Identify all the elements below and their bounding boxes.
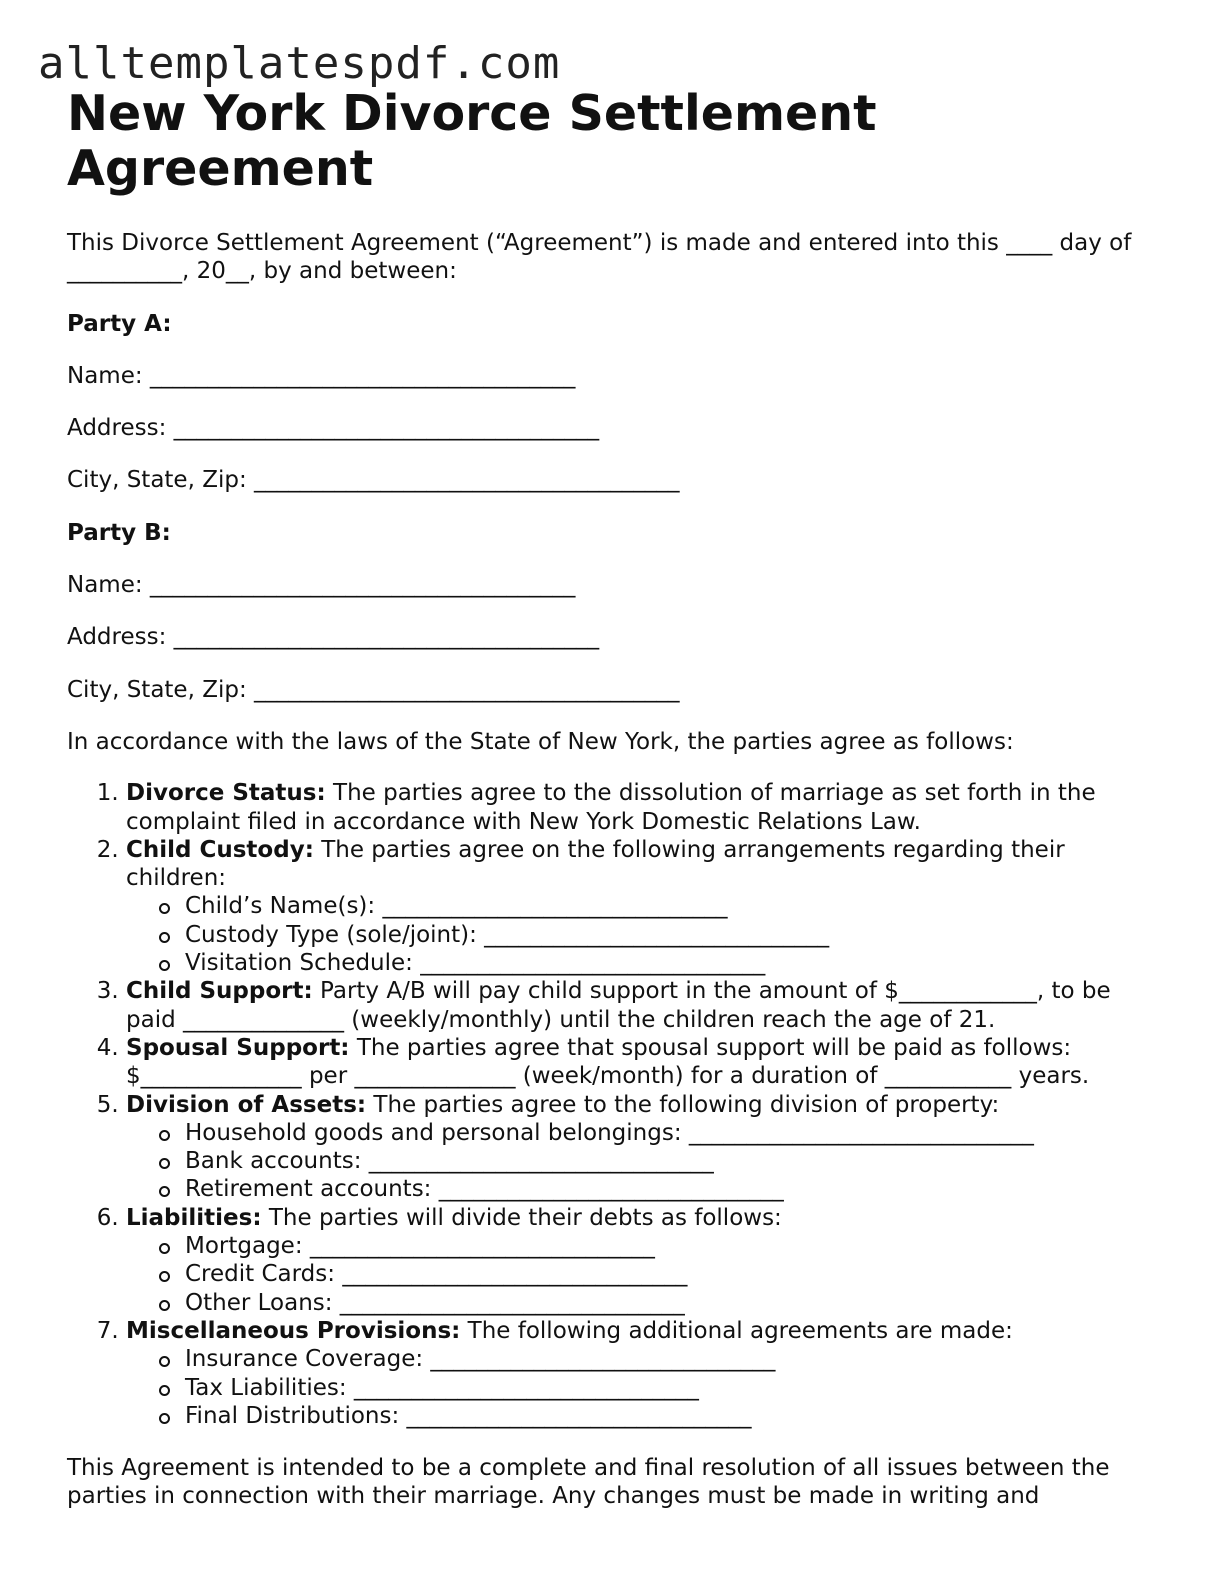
mortgage-field[interactable]: Mortgage: ______________________________: [185, 1232, 1147, 1260]
document-body: [67, 86, 1147, 1511]
section-text: The parties agree on the following arrangements regarding their children:: [126, 836, 1065, 892]
watermark: alltemplatespdf.com: [38, 38, 561, 89]
section-text: The parties agree to the following division of property:: [366, 1091, 1000, 1118]
section-heading: Spousal Support:: [126, 1034, 350, 1061]
credit-cards-field[interactable]: Credit Cards: ______________________________: [185, 1260, 1147, 1288]
party-b-name-field[interactable]: Name: _____________________________________: [67, 572, 576, 599]
section-text: The parties agree to the dissolution of marriage as set forth in the complaint filed in accordance with New York Domestic Relations Law.: [126, 780, 1096, 835]
visitation-schedule-field[interactable]: Visitation Schedule: ______________________________: [185, 949, 1147, 977]
agreement-sections-list: [67, 779, 1147, 1430]
page-title: New York Divorce Settlement Agreement: [67, 85, 877, 197]
section-heading: Liabilities:: [126, 1204, 262, 1231]
childs-names-field[interactable]: Child’s Name(s): ______________________________: [185, 892, 1147, 920]
section-text: The parties will divide their debts as follows:: [261, 1204, 782, 1231]
section-text: Party A/B will pay child support in the amount of $____________, to be paid ______________ (weekly/monthly) until the children reach the age of 21.: [126, 978, 1111, 1033]
section-child-custody: [126, 836, 1147, 977]
party-b-address-field[interactable]: Address: _____________________________________: [67, 624, 600, 651]
final-distributions-field[interactable]: Final Distributions: ______________________________: [185, 1402, 1147, 1430]
section-miscellaneous-provisions: [126, 1317, 1147, 1430]
party-a-name-field[interactable]: Name: _____________________________________: [67, 362, 576, 389]
child-custody-items: [126, 892, 1147, 977]
other-loans-field[interactable]: Other Loans: ______________________________: [185, 1289, 1147, 1317]
section-spousal-support: [126, 1034, 1147, 1091]
retirement-accounts-field[interactable]: Retirement accounts: ______________________________: [185, 1175, 1147, 1203]
section-divorce-status: [126, 779, 1147, 836]
section-text: The following additional agreements are made:: [460, 1317, 1013, 1344]
section-heading: Miscellaneous Provisions:: [126, 1317, 461, 1344]
accordance-paragraph: In accordance with the laws of the State of New York, the parties agree as follows:: [67, 728, 1014, 755]
tax-liabilities-field[interactable]: Tax Liabilities: ______________________________: [185, 1374, 1147, 1402]
liabilities-items: [126, 1232, 1147, 1317]
section-heading: Divorce Status:: [126, 780, 326, 807]
insurance-coverage-field[interactable]: Insurance Coverage: ______________________________: [185, 1345, 1147, 1373]
section-child-support: [126, 977, 1147, 1034]
party-a-address-field[interactable]: Address: _____________________________________: [67, 415, 600, 442]
party-a-label: Party A:: [67, 310, 172, 337]
party-b-city-state-zip-field[interactable]: City, State, Zip: _____________________________________: [67, 676, 680, 703]
party-b-label: Party B:: [67, 519, 171, 546]
household-goods-field[interactable]: Household goods and personal belongings: ______________________________: [185, 1119, 1147, 1147]
section-liabilities: [126, 1204, 1147, 1317]
party-a-city-state-zip-field[interactable]: City, State, Zip: _____________________________________: [67, 467, 680, 494]
division-of-assets-items: [126, 1119, 1147, 1204]
closing-paragraph: This Agreement is intended to be a complete and final resolution of all issues between the parties in connection with their marriage. Any changes must be made in writing and: [67, 1455, 1110, 1510]
section-heading: Child Custody:: [126, 836, 314, 863]
section-heading: Child Support:: [126, 978, 313, 1005]
section-division-of-assets: [126, 1091, 1147, 1204]
miscellaneous-items: [126, 1345, 1147, 1430]
bank-accounts-field[interactable]: Bank accounts: ______________________________: [185, 1147, 1147, 1175]
intro-paragraph: This Divorce Settlement Agreement (“Agreement”) is made and entered into this ____ day of __________, 20__, by and between:: [67, 230, 1132, 285]
custody-type-field[interactable]: Custody Type (sole/joint): ______________________________: [185, 921, 1147, 949]
section-heading: Division of Assets:: [126, 1091, 367, 1118]
section-text: The parties agree that spousal support will be paid as follows: $______________ per ______________ (week/month) for a duration of ___________ years.: [126, 1034, 1090, 1090]
